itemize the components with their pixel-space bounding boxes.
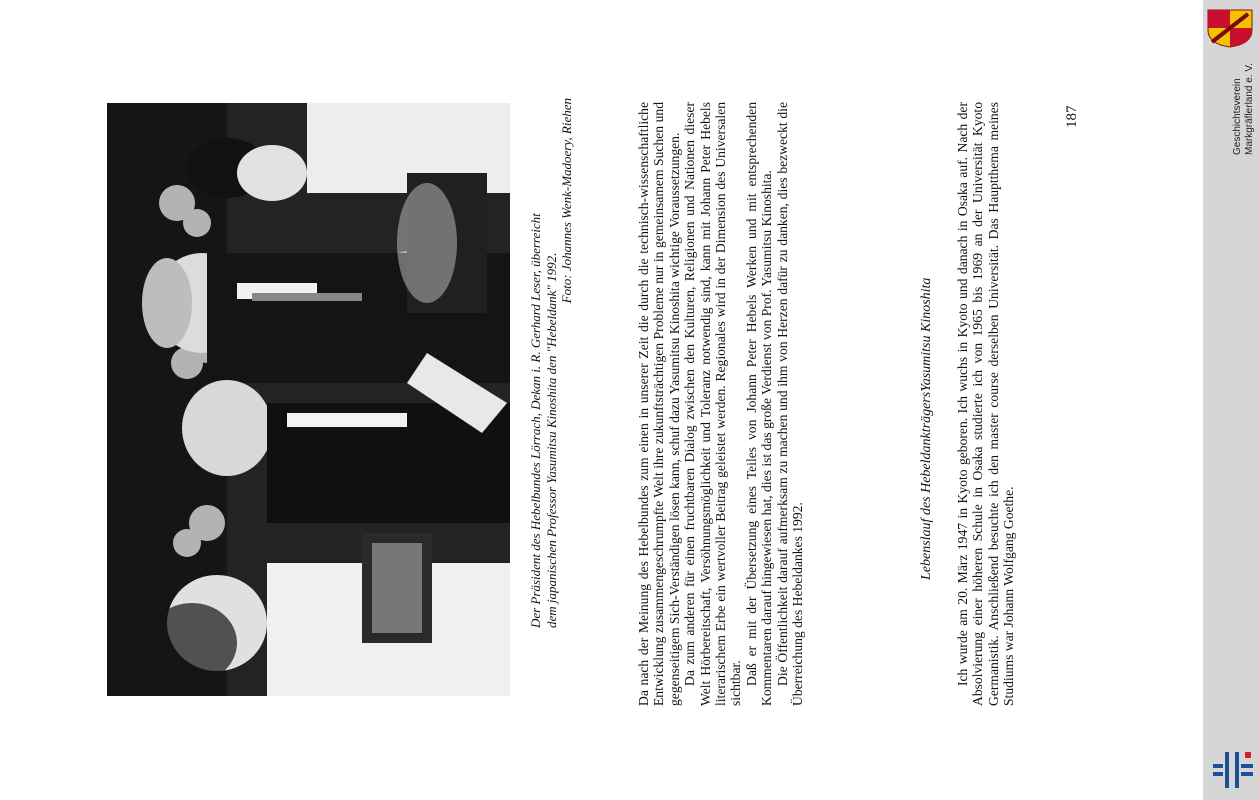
- logo-line-1: Geschichtsverein: [1232, 78, 1243, 155]
- coat-of-arms-icon: [1206, 8, 1254, 48]
- paragraph: Die Öffentlichkeit darauf aufmerksam zu machen und ihm von Herzen dafür zu danken, dies bezweckt die Überreichung des Hebeldankes 1992.: [774, 102, 806, 706]
- paragraph: Daß er mit der Übersetzung eines Teiles von Johann Peter Hebels Werken und mit entsprechenden Kommentaren darauf hingewiesen hat, dies ist das große Verdienst von Prof. Yasumitsu Kinoshita.: [743, 102, 775, 706]
- logo-line-2: Markgräflerland e. V.: [1244, 63, 1255, 155]
- section-heading: Lebenslauf des HebeldankträgersYasumitsu Kinoshita: [919, 277, 934, 580]
- paragraph: Da zum anderen für einen fruchtbaren Dialog zwischen den Kulturen, Religionen und Nationen dieser Welt Hörbereitschaft, Versöhnungsmöglichkeit und Toleranz notwendig sind, kann mit Johann Peter Hebels literarischem Erbe ein wertvoller Beitrag geleistet werden. Regionales wird in der Dimension des Universalen sichtbar.: [682, 102, 744, 706]
- photo-credit: Foto: Johannes Wenk-Madoery, Riehen: [559, 98, 574, 304]
- page-number: 187: [1064, 105, 1080, 128]
- university-library-logo-icon: [1211, 750, 1255, 790]
- caption-line-1: Der Präsident des Hebelbundes Lörrach, Dekan i. R. Gerhard Leser, überreicht: [528, 213, 543, 628]
- paragraph: Ich wurde am 20. März 1947 in Kyoto geboren. Ich wuchs in Kyoto und danach in Osaka auf. Nach der Absolvierung einer höheren Schule in Osaka studierte ich von 1965 bis 1969 an der Universität Kyoto Germanistik. Anschließend besuchte ich den master course derselben Universität. Das Hauptthema meines Studiums war Johann Wolfgang Goethe.: [955, 102, 1017, 706]
- photograph: [107, 103, 510, 696]
- society-logo-text: [1232, 63, 1256, 155]
- body-text-section-2: [955, 102, 1017, 706]
- photo-illustration: [107, 103, 510, 696]
- body-text-section-1: [636, 102, 805, 706]
- paragraph: Da nach der Meinung des Hebelbundes zum einen in unserer Zeit die durch die technisch-wissenschaftliche Entwicklung zusammengeschrumpfte Welt ihre zukunftsträchtigen Probleme nur in gemeinsamem Suchen und gegenseitigem Sich-Verständigen lösen kann, schuf dazu Yasumitsu Kinoshita wichtige Voraussetzungen.: [636, 102, 682, 706]
- caption-line-2: dem japanischen Professor Yasumitsu Kinoshita den "Hebeldank" 1992.: [543, 252, 559, 628]
- photo-caption: [528, 98, 575, 628]
